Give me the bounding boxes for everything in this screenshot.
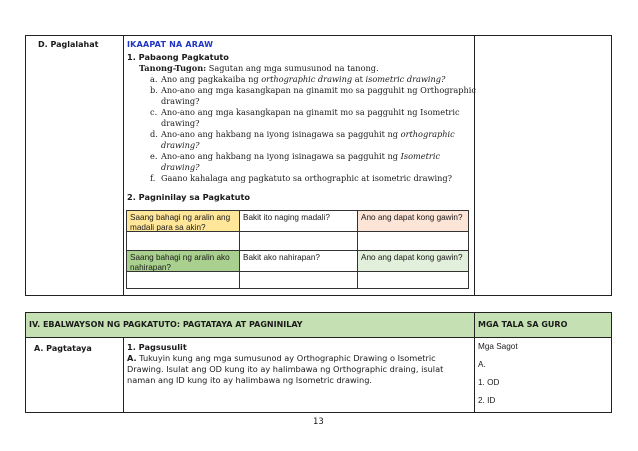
test-instruction-line1: A. Tukuyin kung ang mga sumusunod ay Orthographic Drawing o Isometric — [127, 353, 436, 363]
answer-letter: A. — [478, 360, 486, 369]
tanong-text: Sagutan ang mga sumusunod na tanong. — [206, 63, 379, 73]
answer-2: 2. ID — [478, 396, 496, 405]
pagsusulit-title: 1. Pagsusulit — [127, 342, 187, 352]
tanong-label: Tanong-Tugon: — [139, 63, 207, 73]
lower-left-border — [25, 338, 26, 413]
question-d: d. Ano-ano ang hakbang na iyong isinagawa sa pagguhit ng orthographic drawing? — [150, 129, 455, 150]
answer-1: 1. OD — [478, 378, 500, 387]
answers-title: Mga Sagot — [478, 342, 518, 351]
tanong-tugon-line — [139, 63, 379, 74]
lower-right-border — [611, 338, 612, 413]
lower-bottom-border — [25, 412, 612, 413]
reflection-empty-1b — [239, 231, 358, 251]
question-c: c. Ano-ano ang mga kasangkapan na ginamit mo sa pagguhit ng Isometric drawing? — [150, 107, 460, 128]
col-divider-2 — [474, 35, 475, 295]
lower-col-divider-1 — [123, 338, 124, 413]
test-instruction-line2: Drawing. Isulat ang OD kung ito ay halimbawa ng Orthographic draing, isulat — [127, 364, 444, 374]
reflection-empty-2a — [126, 271, 240, 289]
question-e: e. Ano-ano ang hakbang na iyong isinagawa sa pagguhit ng Isometric drawing? — [150, 151, 441, 172]
lower-col-divider-2 — [474, 338, 475, 413]
reflection-r1c1: Saang bahagi ng aralin ang madali para sa akin? — [126, 210, 240, 232]
question-a: a. Ano ang pagkakaiba ng orthographic drawing at isometric drawing? — [150, 74, 446, 84]
reflection-r2c3: Ano ang dapat kong gawin? — [357, 250, 469, 272]
pabaong-title: 1. Pabaong Pagkatuto — [127, 52, 229, 62]
section-iv-notes-title: MGA TALA SA GURO — [478, 320, 568, 329]
reflection-r2c1: Saang bahagi ng aralin ako nahirapan? — [126, 250, 240, 272]
reflection-empty-2c — [357, 271, 469, 289]
question-f: f. Gaano kahalaga ang pagkatuto sa orthographic at isometric drawing? — [150, 173, 453, 183]
reflection-empty-1a — [126, 231, 240, 251]
day-heading: IKAAPAT NA ARAW — [127, 40, 214, 49]
page-number: 13 — [313, 417, 324, 427]
reflection-empty-1c — [357, 231, 469, 251]
right-border — [611, 35, 612, 295]
reflection-r1c2: Bakit ito naging madali? — [239, 210, 358, 232]
reflection-empty-2b — [239, 271, 358, 289]
reflection-r1c3: Ano ang dapat kong gawin? — [357, 210, 469, 232]
left-border — [25, 35, 26, 295]
section-d-label: D. Paglalahat — [38, 40, 99, 49]
section-iv-title: IV. EBALWAYSON NG PAGKATUTO: PAGTATAYA AT PAGNINILAY — [29, 320, 303, 329]
col-divider-1 — [123, 35, 124, 295]
test-instruction-line3: naman ang ID kung ito ay halimbawa ng Isometric drawing. — [127, 375, 372, 385]
reflection-r2c2: Bakit ako nahirapan? — [239, 250, 358, 272]
pagtataya-label: A. Pagtataya — [34, 344, 92, 353]
pagninilay-title: 2. Pagninilay sa Pagkatuto — [127, 192, 251, 202]
bottom-border — [25, 295, 612, 296]
top-border — [25, 35, 612, 36]
question-b: b. Ano-ano ang mga kasangkapan na ginamit mo sa pagguhit ng Orthographic drawing? — [150, 85, 477, 106]
